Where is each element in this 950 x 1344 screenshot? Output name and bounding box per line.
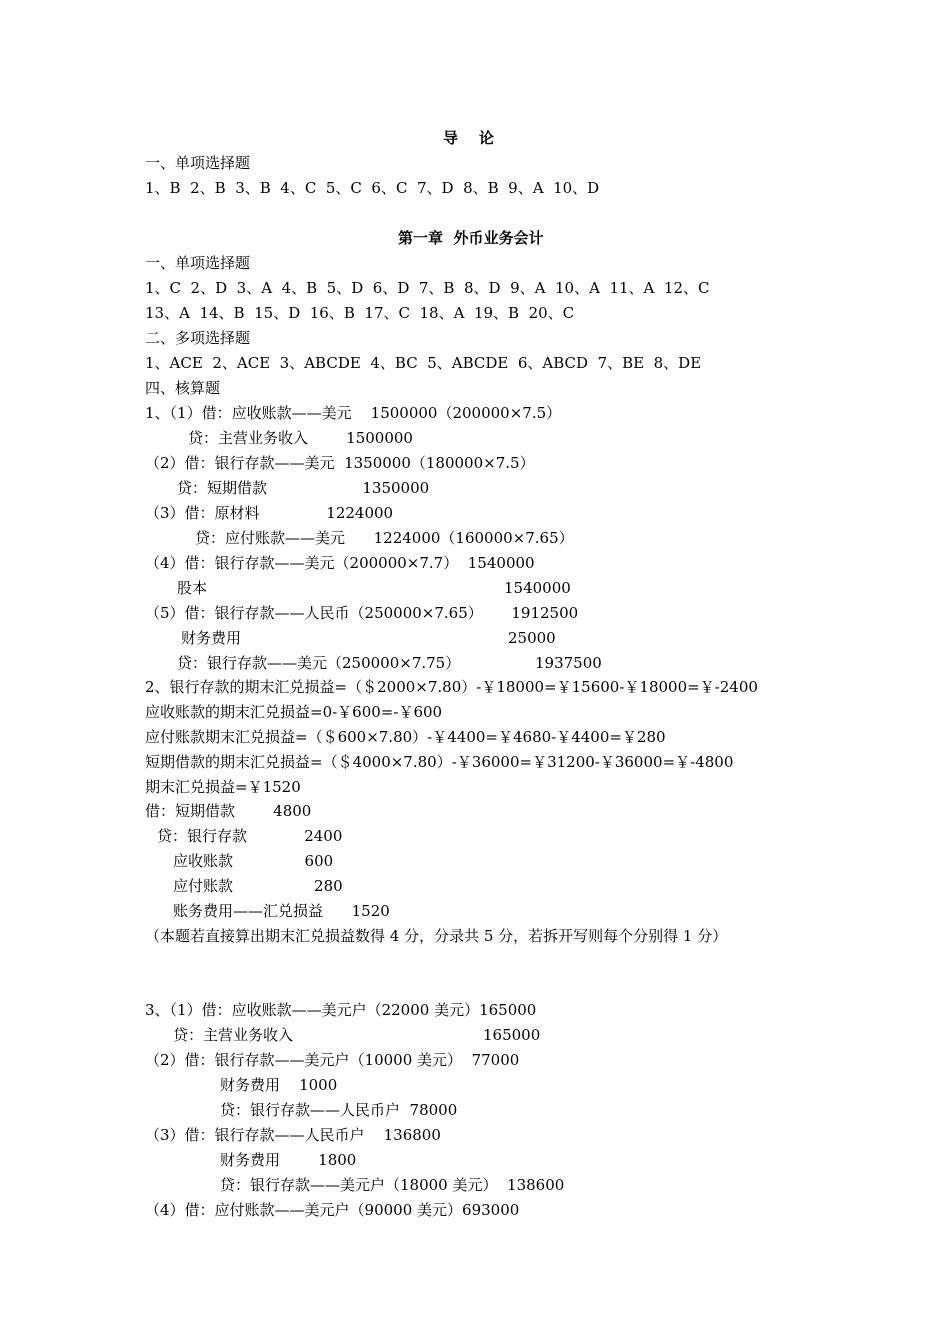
q3-line: 财务费用 1800 bbox=[220, 1151, 357, 1169]
ch1-single-choice-answers-2: 13、A 14、B 15、D 16、B 17、C 18、A 19、B 20、C bbox=[145, 304, 575, 322]
q3-line-amount: 165000 bbox=[483, 1026, 541, 1044]
q2-line: 2、银行存款的期末汇兑损益=（＄2000×7.80）-￥18000=￥15600-￥18000=￥-2400 bbox=[145, 678, 758, 696]
q3-line: 贷：银行存款——人民币户 78000 bbox=[220, 1101, 458, 1119]
q2-line: 应付账款期末汇兑损益=（＄600×7.80）-￥4400=￥4680-￥4400=￥280 bbox=[145, 728, 666, 746]
q2-line: 借：短期借款 4800 bbox=[145, 802, 312, 820]
q1-entry-line: （5）借：银行存款——人民币（250000×7.65） 1912500 bbox=[145, 604, 579, 622]
q2-line: 账务费用——汇兑损益 1520 bbox=[173, 902, 390, 920]
ch1-section-calculation: 四、核算题 bbox=[145, 379, 221, 397]
q3-line: （2）借：银行存款——美元户（10000 美元） 77000 bbox=[145, 1051, 520, 1069]
ch1-single-choice-answers-1: 1、C 2、D 3、A 4、B 5、D 6、D 7、B 8、D 9、A 10、A 11、A 12、C bbox=[145, 279, 710, 297]
q3-line: 财务费用 1000 bbox=[220, 1076, 338, 1094]
q1-entry-account: 贷：银行存款——美元（250000×7.75） bbox=[177, 654, 461, 672]
ch1-section-single-choice: 一、单项选择题 bbox=[145, 254, 251, 272]
q1-entry-line: （2）借：银行存款——美元 1350000（180000×7.5） bbox=[145, 454, 535, 472]
intro-section-single-choice: 一、单项选择题 bbox=[145, 154, 251, 172]
chapter1-title: 第一章 外币业务会计 bbox=[398, 229, 544, 247]
q1-entry-line: （3）借：原材料 1224000 bbox=[145, 504, 394, 522]
q1-entry-account: 股本 bbox=[177, 579, 208, 597]
q3-line: 3、（1）借：应收账款——美元户（22000 美元）165000 bbox=[145, 1001, 537, 1019]
q3-line: （4）借：应付账款——美元户（90000 美元）693000 bbox=[145, 1201, 520, 1219]
q1-entry-line: 1、（1）借：应收账款——美元 1500000（200000×7.5） bbox=[145, 404, 562, 422]
q1-entry-line: 贷：主营业务收入 1500000 bbox=[188, 429, 413, 447]
q3-line-account: 贷：主营业务收入 bbox=[173, 1026, 294, 1044]
q2-line: 应付账款 280 bbox=[173, 877, 343, 895]
q3-line: （3）借：银行存款——人民币户 136800 bbox=[145, 1126, 441, 1144]
q1-entry-amount: 25000 bbox=[508, 629, 556, 647]
q1-entry-amount: 1937500 bbox=[535, 654, 602, 672]
q1-entry-account: 财务费用 bbox=[181, 629, 242, 647]
intro-single-choice-answers: 1、B 2、B 3、B 4、C 5、C 6、C 7、D 8、B 9、A 10、D bbox=[145, 179, 600, 197]
q2-note: （本题若直接算出期末汇兑损益数得 4 分，分录共 5 分，若拆开写则每个分别得 1 分） bbox=[145, 927, 728, 945]
q3-line: 贷：银行存款——美元户（18000 美元） 138600 bbox=[220, 1176, 565, 1194]
q1-entry-amount: 1540000 bbox=[504, 579, 571, 597]
q1-entry-line: 贷：应付账款——美元 1224000（160000×7.65） bbox=[195, 529, 574, 547]
intro-title: 导 论 bbox=[443, 129, 494, 147]
q1-entry-line: （4）借：银行存款——美元（200000×7.7） 1540000 bbox=[145, 554, 535, 572]
q1-entry-line: 贷：短期借款 1350000 bbox=[177, 479, 430, 497]
q2-line: 贷：银行存款 2400 bbox=[157, 827, 343, 845]
q2-line: 短期借款的期末汇兑损益=（＄4000×7.80）-￥36000=￥31200-￥36000=￥-4800 bbox=[145, 753, 734, 771]
q2-line: 应收账款 600 bbox=[173, 852, 334, 870]
ch1-multi-choice-answers: 1、ACE 2、ACE 3、ABCDE 4、BC 5、ABCDE 6、ABCD 7、BE 8、DE bbox=[145, 354, 702, 372]
q2-line: 期末汇兑损益=￥1520 bbox=[145, 778, 301, 796]
ch1-section-multi-choice: 二、多项选择题 bbox=[145, 329, 251, 347]
q2-line: 应收账款的期末汇兑损益=0-￥600=-￥600 bbox=[145, 703, 443, 721]
